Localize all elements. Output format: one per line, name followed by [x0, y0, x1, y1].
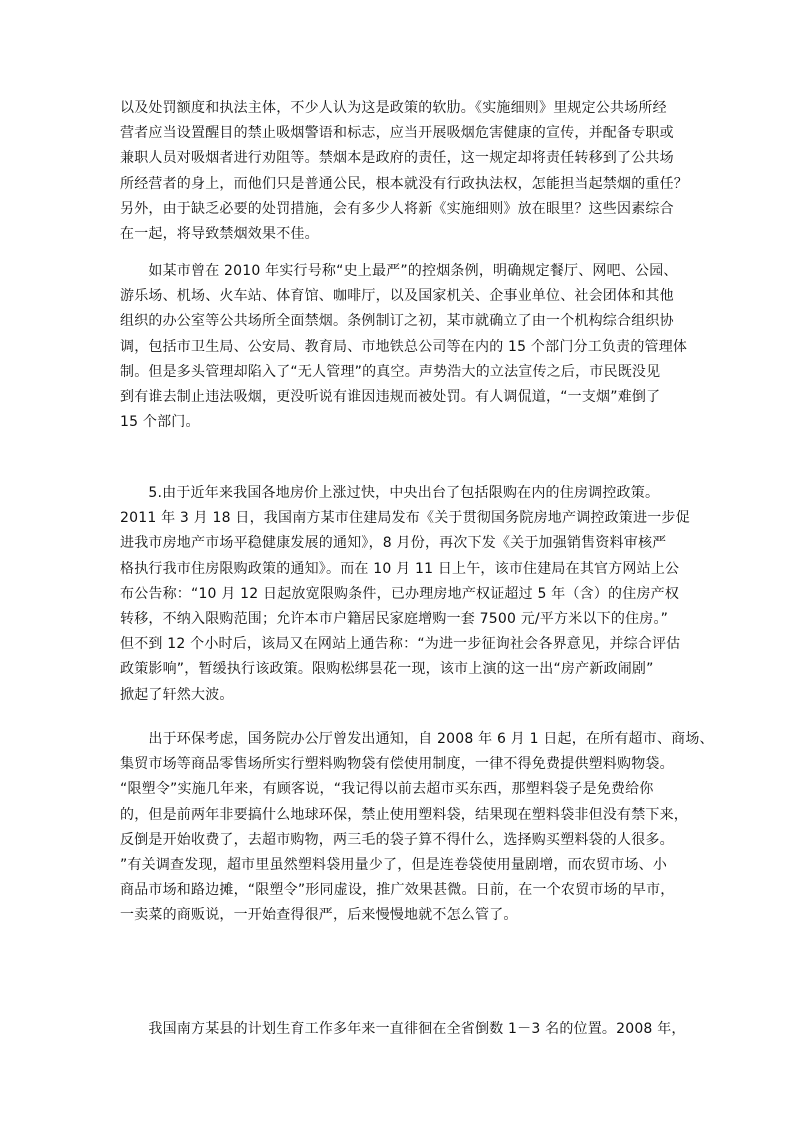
text-line: 集贸市场等商品零售场所实行塑料购物袋有偿使用制度，一律不得免费提供塑料购物袋。 [120, 756, 674, 773]
text-line: 在一起，将导致禁烟效果不佳。 [120, 225, 319, 242]
text-line: 出于环保考虑，国务院办公厅曾发出通知，自 2008 年 6 月 1 日起，在所有超市、商场、 [120, 731, 714, 747]
text-line: 布公告称：“10 月 12 日起放宽限购条件，已办理房地产权证超过 5 年（含）的住房产权 [120, 585, 680, 602]
text-line: 以及处罚额度和执法主体，不少人认为这是政策的软肋。《实施细则》里规定公共场所经 [120, 100, 667, 116]
paragraph-plastic-bag-ban [120, 727, 714, 929]
paragraph-smoking-ban-example [120, 259, 700, 435]
text-line: 调，包括市卫生局、公安局、教育局、市地铁总公司等在内的 15 个部门分工负责的管理体 [120, 338, 688, 355]
paragraph-family-planning [120, 1017, 700, 1042]
text-line: 营者应当设置醒目的禁止吸烟警语和标志，应当开展吸烟危害健康的宣传，并配备专职或 [120, 125, 674, 142]
text-line: 一卖菜的商贩说，一开始查得很严，后来慢慢地就不怎么管了。 [120, 907, 518, 924]
paragraph-smoking-rules [120, 96, 700, 247]
text-line: 2011 年 3 月 18 日，我国南方某市住建局发布《关于贯彻国务院房地产调控政策进一步促 [120, 510, 690, 527]
text-line: 格执行我市住房限购政策的通知》。而在 10 月 11 日上午，该市住建局在其官方网站上公 [120, 560, 680, 577]
text-line: 到有谁去制止违法吸烟，更没听说有谁因违规而被处罚。有人调侃道，“一支烟”难倒了 [120, 388, 661, 405]
text-line: 制。但是多头管理却陷入了“无人管理”的真空。声势浩大的立法宣传之后，市民既没见 [120, 363, 661, 380]
text-line: 政策影响”，暂缓执行该政策。限购松绑昙花一现，该市上演的这一出“房产新政闹剧” [120, 661, 654, 678]
text-line: ”有关调查发现，超市里虽然塑料袋用量少了，但是连卷袋使用量剧增，而农贸市场、小 [120, 856, 668, 873]
text-line: 反倒是开始收费了，去超市购物，两三毛的袋子算不得什么，选择购买塑料袋的人很多。 [120, 831, 674, 848]
text-line: 15 个部门。 [120, 414, 200, 431]
text-line: 另外，由于缺乏必要的处罚措施，会有多少人将新《实施细则》放在眼里？这些因素综合 [120, 200, 674, 217]
text-line: 转移，不纳入限购范围；允许本市户籍居民家庭增购一套 7500 元/平方米以下的住房。” [120, 610, 669, 627]
text-line: “限塑令”实施几年来，有顾客说，“我记得以前去超市买东西，那塑料袋子是免费给你 [120, 781, 654, 798]
text-line: 游乐场、机场、火车站、体育馆、咖啡厅，以及国家机关、企事业单位、社会团体和其他 [120, 288, 674, 305]
text-line: 兼职人员对吸烟者进行劝阻等。禁烟本是政府的责任，这一规定却将责任转移到了公共场 [120, 150, 674, 167]
text-line: 如某市曾在 2010 年实行号称“史上最严”的控烟条例，明确规定餐厅、网吧、公园、 [120, 263, 678, 279]
text-line: 所经营者的身上，而他们只是普通公民，根本就没有行政执法权，怎能担当起禁烟的重任？ [120, 175, 688, 192]
text-line: 5.由于近年来我国各地房价上涨过快，中央出台了包括限购在内的住房调控政策。 [120, 485, 660, 501]
text-line: 但不到 12 个小时后，该局又在网站上通告称：“为进一步征询社会各界意见，并综合评估 [120, 636, 681, 653]
text-line: 组织的办公室等公共场所全面禁烟。条例制订之初，某市就确立了由一个机构综合组织协 [120, 313, 674, 330]
text-line: 商品市场和路边摊，“限塑令”形同虚设，推广效果甚微。日前，在一个农贸市场的早市， [120, 882, 675, 899]
text-line: 进我市房地产市场平稳健康发展的通知》，8 月份，再次下发《关于加强销售资料审核严 [120, 535, 667, 552]
text-line: 掀起了轩然大波。 [120, 686, 234, 703]
text-line: 的，但是前两年非要搞什么地球环保，禁止使用塑料袋，结果现在塑料袋非但没有禁下来， [120, 806, 688, 823]
text-line: 我国南方某县的计划生育工作多年来一直徘徊在全省倒数 1－3 名的位置。2008 年， [120, 1021, 686, 1037]
paragraph-housing-policy [120, 481, 700, 708]
